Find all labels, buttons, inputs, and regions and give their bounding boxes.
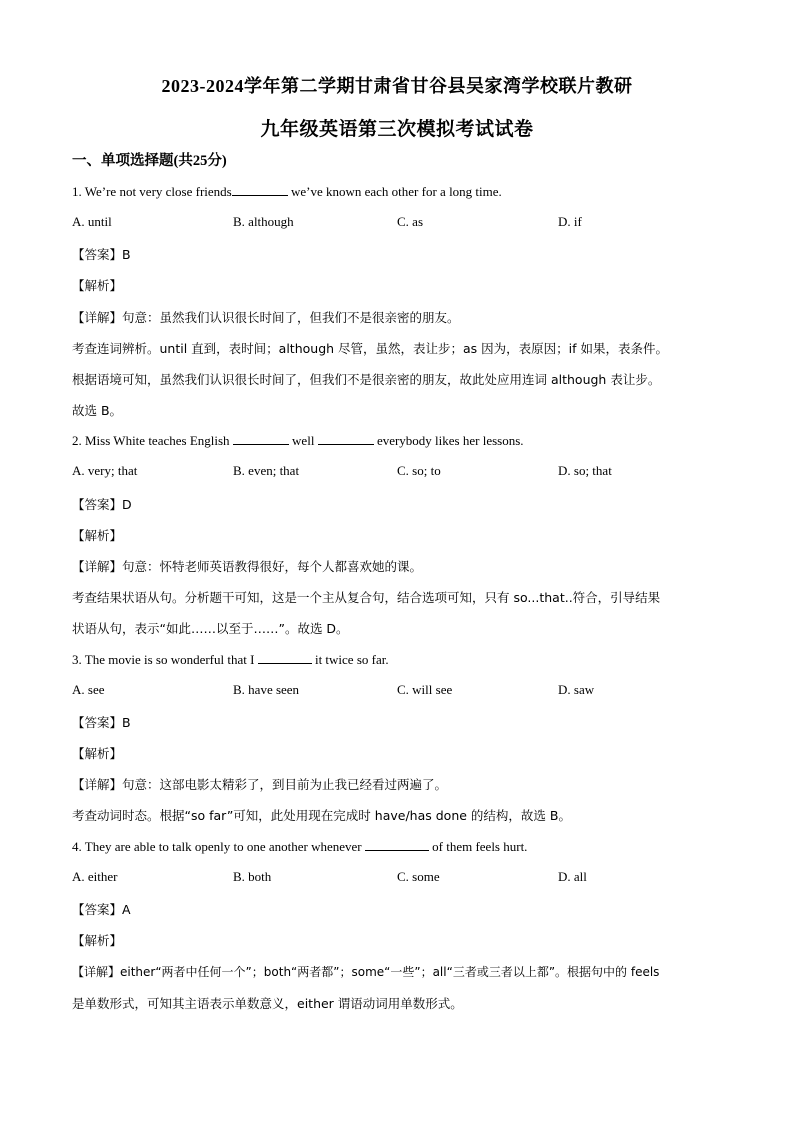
question-2-option-a: A. very; that	[72, 463, 138, 478]
question-2-option-b: B. even; that	[233, 463, 300, 478]
question-3-analysis-label: 【解析】	[72, 746, 123, 761]
question-2-answer: 【答案】D	[72, 497, 132, 512]
question-2-detail-1: 【详解】句意：怀特老师英语教得很好，每个人都喜欢她的课。	[72, 559, 423, 574]
question-3-stem-part-b: it twice so far.	[311, 652, 389, 667]
question-1-detail-2: 考查连词辨析。until 直到，表时间；although 尽管，虽然，表让步；as 因为，表原因；if 如果，表条件。	[72, 341, 669, 356]
question-2-stem	[72, 432, 524, 449]
question-4-option-d: D. all	[558, 869, 587, 884]
question-2-detail-3: 状语从句，表示“如此……以至于……”。故选 D。	[72, 621, 349, 636]
question-4-analysis-label: 【解析】	[72, 933, 123, 948]
question-2-stem-part-a: 2. Miss White teaches English	[72, 433, 233, 448]
question-3-option-d: D. saw	[558, 682, 595, 697]
question-4-stem-part-b: of them feels hurt.	[428, 839, 528, 854]
question-4-option-c: C. some	[397, 869, 440, 884]
question-3-option-c: C. will see	[397, 682, 453, 697]
question-2-analysis-label: 【解析】	[72, 528, 123, 543]
answer-blank	[365, 838, 429, 851]
question-2-option-d: D. so; that	[558, 463, 612, 478]
exam-title-line1: 2023-2024学年第二学期甘肃省甘谷县吴家湾学校联片教研	[161, 76, 633, 96]
question-4-detail-1: 【详解】either“两者中任何一个”；both“两者都”；some“一些”；all“三者或三者以上都”。根据句中的 feels	[72, 965, 660, 979]
question-1-option-a: A. until	[72, 214, 112, 229]
answer-blank	[233, 432, 289, 445]
question-3-stem-part-a: 3. The movie is so wonderful that I	[72, 652, 258, 667]
question-1-stem	[72, 183, 502, 200]
question-1-answer: 【答案】B	[72, 247, 131, 262]
question-1-stem-part-b: we’ve known each other for a long time.	[287, 184, 502, 199]
question-1-detail-3: 根据语境可知，虽然我们认识很长时间了，但我们不是很亲密的朋友，故此处应用连词 although 表让步。	[72, 372, 661, 387]
question-1-option-b: B. although	[233, 214, 294, 229]
answer-blank	[258, 651, 312, 664]
question-1-option-d: D. if	[558, 214, 582, 229]
question-4-option-b: B. both	[233, 869, 272, 884]
question-3-option-a: A. see	[72, 682, 105, 697]
exam-title-line2: 九年级英语第三次模拟考试试卷	[260, 119, 534, 140]
question-3-answer: 【答案】B	[72, 715, 131, 730]
question-4-option-a: A. either	[72, 869, 118, 884]
question-1-stem-part-a: 1. We’re not very close friends	[72, 184, 232, 199]
question-3-option-b: B. have seen	[233, 682, 300, 697]
question-4-stem	[72, 838, 527, 855]
section-heading: 一、单项选择题(共25分)	[72, 153, 227, 169]
question-3-detail-1: 【详解】句意：这部电影太精彩了，到目前为止我已经看过两遍了。	[72, 777, 448, 792]
question-4-answer: 【答案】A	[72, 902, 131, 917]
question-1-detail-1: 【详解】句意：虽然我们认识很长时间了，但我们不是很亲密的朋友。	[72, 310, 460, 325]
question-1-option-c: C. as	[397, 214, 423, 229]
question-3-stem	[72, 651, 389, 668]
question-2-detail-2: 考查结果状语从句。分析题干可知，这是一个主从复合句，结合选项可知，只有 so...that..符合，引导结果	[72, 590, 661, 605]
question-4-stem-part-a: 4. They are able to talk openly to one another whenever	[72, 839, 365, 854]
answer-blank	[318, 432, 374, 445]
question-1-detail-4: 故选 B。	[72, 403, 123, 418]
question-2-option-c: C. so; to	[397, 463, 441, 478]
answer-blank	[232, 183, 288, 196]
question-2-stem-part-b: well	[288, 433, 318, 448]
question-4-detail-2: 是单数形式，可知其主语表示单数意义，either 谓语动词用单数形式。	[72, 996, 463, 1011]
question-1-analysis-label: 【解析】	[72, 278, 123, 293]
question-2-stem-part-c: everybody likes her lessons.	[373, 433, 524, 448]
question-3-detail-2: 考查动词时态。根据“so far”可知，此处用现在完成时 have/has done 的结构，故选 B。	[72, 808, 571, 823]
